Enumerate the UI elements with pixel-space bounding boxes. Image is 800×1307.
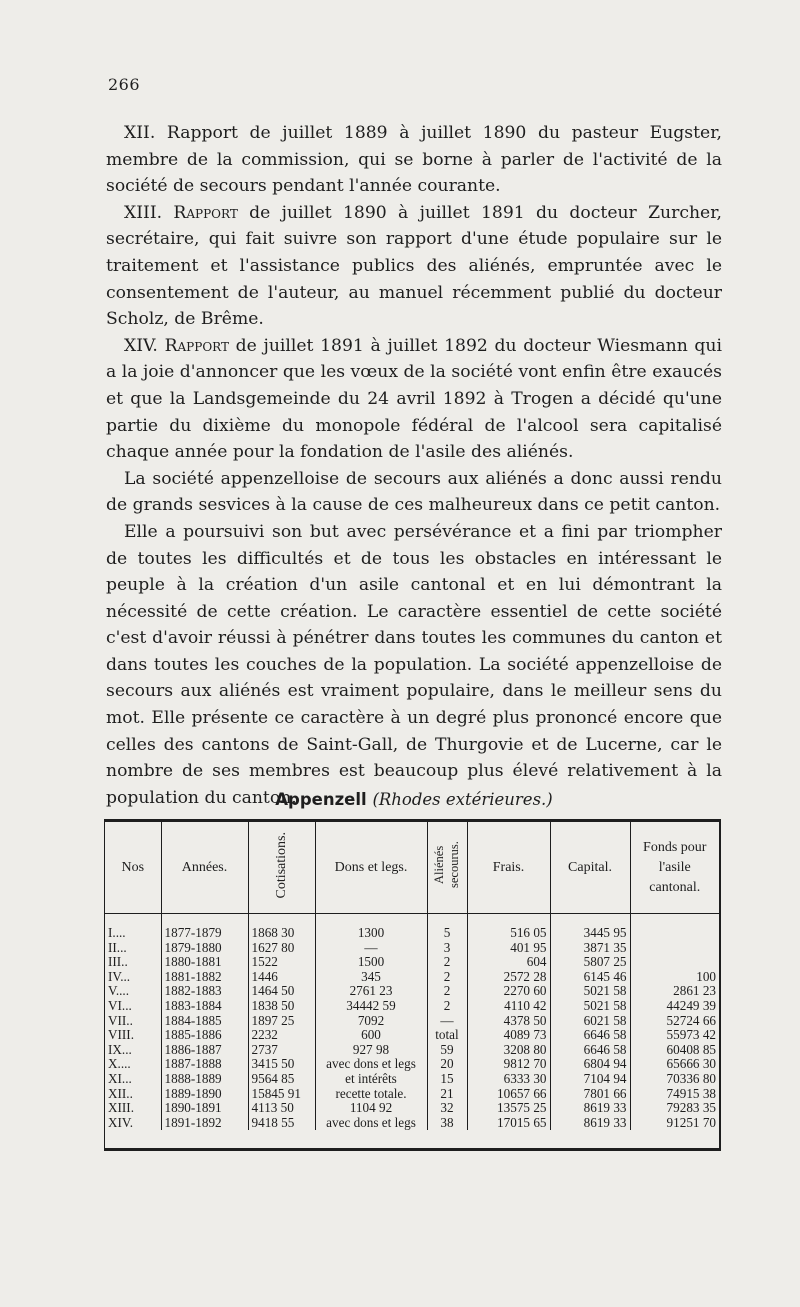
row-dons: avec dons et legs [315,1057,427,1072]
row-dons: 1500 [315,955,427,970]
row-frais: 2572 28 [467,970,550,985]
row-cotisations: 3415 50 [248,1057,315,1072]
row-capital: 6646 58 [550,1043,630,1058]
row-number: XIII. [108,1101,134,1116]
row-frais: 10657 66 [467,1087,550,1102]
row-capital: 3871 35 [550,941,630,956]
row-frais: 2270 60 [467,984,550,999]
row-dons: 345 [315,970,427,985]
row-fonds: 2861 23 [630,984,719,999]
row-fonds: 79283 35 [630,1101,719,1116]
row-number: V.... [108,984,130,999]
row-frais: 3208 80 [467,1043,550,1058]
row-alienes: 20 [427,1057,467,1072]
row-fonds: 100 [630,970,719,985]
header-dons: Dons et legs. [315,822,427,914]
row-cotisations: 1446 [248,970,315,985]
paragraph-society: Elle a poursuivi son but avec persévérance et a fini par triompher de toutes les difficultés et de tous les obstacles en intéressant le peuple à la création d'un asile cantonal et en lui démontrant la nécessité de cette création. Le caractère essentiel de cette société c'est d'avoir réussi à pénétrer dans toutes les communes du canton et dans toutes les couches de la population. La société appenzelloise de secours aux aliénés est vraiment populaire, dans le meilleur sens du mot. Elle présente ce caractère à un degré plus prononcé encore que celles des cantons de Saint-Gall, de Thurgovie et de Lucerne, car le nombre de ses membres est beaucoup plus élevé relativement à la population du canton. [106,521,722,808]
row-dons: et intérêts [315,1072,427,1087]
row-cotisations: 1838 50 [248,999,315,1014]
row-years: 1882-1883 [161,984,248,999]
row-dons: 600 [315,1028,427,1043]
row-dons: recette totale. [315,1087,427,1102]
row-capital: 3445 95 [550,914,630,941]
table-row [105,999,719,1014]
row-years: 1881-1882 [161,970,248,985]
header-fonds: Fonds pour l'asile cantonal. [630,822,719,914]
row-frais: 6333 30 [467,1072,550,1087]
table-row [105,1116,719,1131]
row-fonds: 44249 39 [630,999,719,1014]
row-capital: 7104 94 [550,1072,630,1087]
row-fonds: 55973 42 [630,1028,719,1043]
row-alienes: total [427,1028,467,1043]
row-dons: — [315,941,427,956]
row-fonds: 60408 85 [630,1043,719,1058]
table-row [105,955,719,970]
row-frais: 13575 25 [467,1101,550,1116]
row-years: 1884-1885 [161,1014,248,1029]
row-fonds: 52724 66 [630,1014,719,1029]
row-number: IX... [108,1042,132,1057]
row-frais: 9812 70 [467,1057,550,1072]
row-capital: 6021 58 [550,1014,630,1029]
row-years: 1889-1890 [161,1087,248,1102]
table-row [105,914,719,941]
row-frais: 604 [467,955,550,970]
table-row [105,941,719,956]
row-capital: 5021 58 [550,999,630,1014]
row-capital: 8619 33 [550,1101,630,1116]
table-row [105,1101,719,1116]
table-row [105,1028,719,1043]
row-years: 1879-1880 [161,941,248,956]
row-cotisations: 1868 30 [248,914,315,941]
row-capital: 6145 46 [550,970,630,985]
row-fonds [630,955,719,970]
row-alienes: 2 [427,955,467,970]
row-fonds: 91251 70 [630,1116,719,1131]
row-dons: 1104 92 [315,1101,427,1116]
paragraph-xii: XII. Rapport de juillet 1889 à juillet 1890 du pasteur Eugster, membre de la commission, qui se borne à parler de l'activité de la société de secours pendant l'année courante. [106,123,722,197]
row-number: II... [108,940,127,955]
row-years: 1887-1888 [161,1057,248,1072]
table-title: Appenzell (Rhodes extérieures.) [275,790,553,809]
row-alienes: 15 [427,1072,467,1087]
row-frais: 516 05 [467,914,550,941]
table-row [105,1043,719,1058]
row-cotisations: 1897 25 [248,1014,315,1029]
row-frais: 17015 65 [467,1116,550,1131]
header-numbers: Nos [105,822,161,914]
row-number: X.... [108,1057,131,1072]
statistics-table [104,819,721,1151]
table-row [105,1057,719,1072]
row-years: 1886-1887 [161,1043,248,1058]
row-frais: 4110 42 [467,999,550,1014]
row-alienes: 59 [427,1043,467,1058]
row-cotisations: 1627 80 [248,941,315,956]
row-number: XIV. [108,1115,134,1130]
row-years: 1885-1886 [161,1028,248,1043]
table-row [105,1014,719,1029]
row-capital: 5807 25 [550,955,630,970]
row-cotisations: 2737 [248,1043,315,1058]
row-capital: 6646 58 [550,1028,630,1043]
row-dons: 7092 [315,1014,427,1029]
table-row [105,984,719,999]
row-years: 1891-1892 [161,1116,248,1131]
header-cotisations: Cotisations. [248,822,315,914]
row-fonds: 65666 30 [630,1057,719,1072]
row-years: 1883-1884 [161,999,248,1014]
row-dons: 34442 59 [315,999,427,1014]
row-alienes: 2 [427,999,467,1014]
row-cotisations: 2232 [248,1028,315,1043]
row-frais: 4378 50 [467,1014,550,1029]
row-number: IV... [108,969,131,984]
row-alienes: 38 [427,1116,467,1131]
row-capital: 7801 66 [550,1087,630,1102]
header-years: Années. [161,822,248,914]
row-fonds [630,941,719,956]
row-years: 1880-1881 [161,955,248,970]
row-number: VIII. [108,1028,134,1043]
row-number: VI... [108,998,132,1013]
row-frais: 401 95 [467,941,550,956]
paragraph-xiv: XIV. Rapport de juillet 1891 à juillet 1892 du docteur Wiesmann qui a la joie d'annoncer que les vœux de la société vont enfin être exaucés et que la Landsgemeinde du 24 avril 1892 à Trogen a décidé qu'une partie du dixième du monopole fédéral de l'alcool sera capitalisé chaque année pour la fondation de l'asile des aliénés. [106,335,722,463]
paragraph-services: La société appenzelloise de secours aux aliénés a donc aussi rendu de grands sesvices à la cause de ces malheureux dans ce petit canton. [106,468,722,516]
header-alienes: Aliénés secourus. [427,822,467,914]
row-alienes: 2 [427,984,467,999]
row-years: 1877-1879 [161,914,248,941]
row-cotisations: 9564 85 [248,1072,315,1087]
row-number: III.. [108,955,128,970]
row-alienes: 5 [427,914,467,941]
table-row [105,970,719,985]
row-fonds: 74915 38 [630,1087,719,1102]
row-capital: 5021 58 [550,984,630,999]
row-number: I.... [108,925,126,940]
row-capital: 8619 33 [550,1116,630,1131]
row-fonds: 70336 80 [630,1072,719,1087]
row-frais: 4089 73 [467,1028,550,1043]
row-cotisations: 15845 91 [248,1087,315,1102]
table-header-row [105,822,719,914]
header-capital: Capital. [550,822,630,914]
row-cotisations: 4113 50 [248,1101,315,1116]
row-dons: 2761 23 [315,984,427,999]
row-dons: 927 98 [315,1043,427,1058]
header-frais: Frais. [467,822,550,914]
row-alienes: 3 [427,941,467,956]
row-years: 1890-1891 [161,1101,248,1116]
row-alienes: 2 [427,970,467,985]
table-row [105,1072,719,1087]
row-number: XII.. [108,1086,133,1101]
row-alienes: — [427,1014,467,1029]
row-number: XI... [108,1071,132,1086]
row-cotisations: 9418 55 [248,1116,315,1131]
row-cotisations: 1464 50 [248,984,315,999]
row-number: VII.. [108,1013,133,1028]
row-dons: 1300 [315,914,427,941]
row-alienes: 21 [427,1087,467,1102]
table-subtitle: (Rhodes extérieures.) [372,790,553,809]
table-row [105,1087,719,1102]
row-capital: 6804 94 [550,1057,630,1072]
row-fonds [630,914,719,941]
body-text [106,120,722,811]
row-cotisations: 1522 [248,955,315,970]
row-alienes: 32 [427,1101,467,1116]
page-number: 266 [108,75,141,94]
row-dons: avec dons et legs [315,1116,427,1131]
paragraph-xiii: XIII. Rapport de juillet 1890 à juillet 1891 du docteur Zurcher, secrétaire, qui fait suivre son rapport d'une étude populaire sur le traitement et l'assistance publics des aliénés, empruntée avec le consentement de l'auteur, au manuel récemment publié du docteur Scholz, de Brême. [106,202,722,330]
row-years: 1888-1889 [161,1072,248,1087]
